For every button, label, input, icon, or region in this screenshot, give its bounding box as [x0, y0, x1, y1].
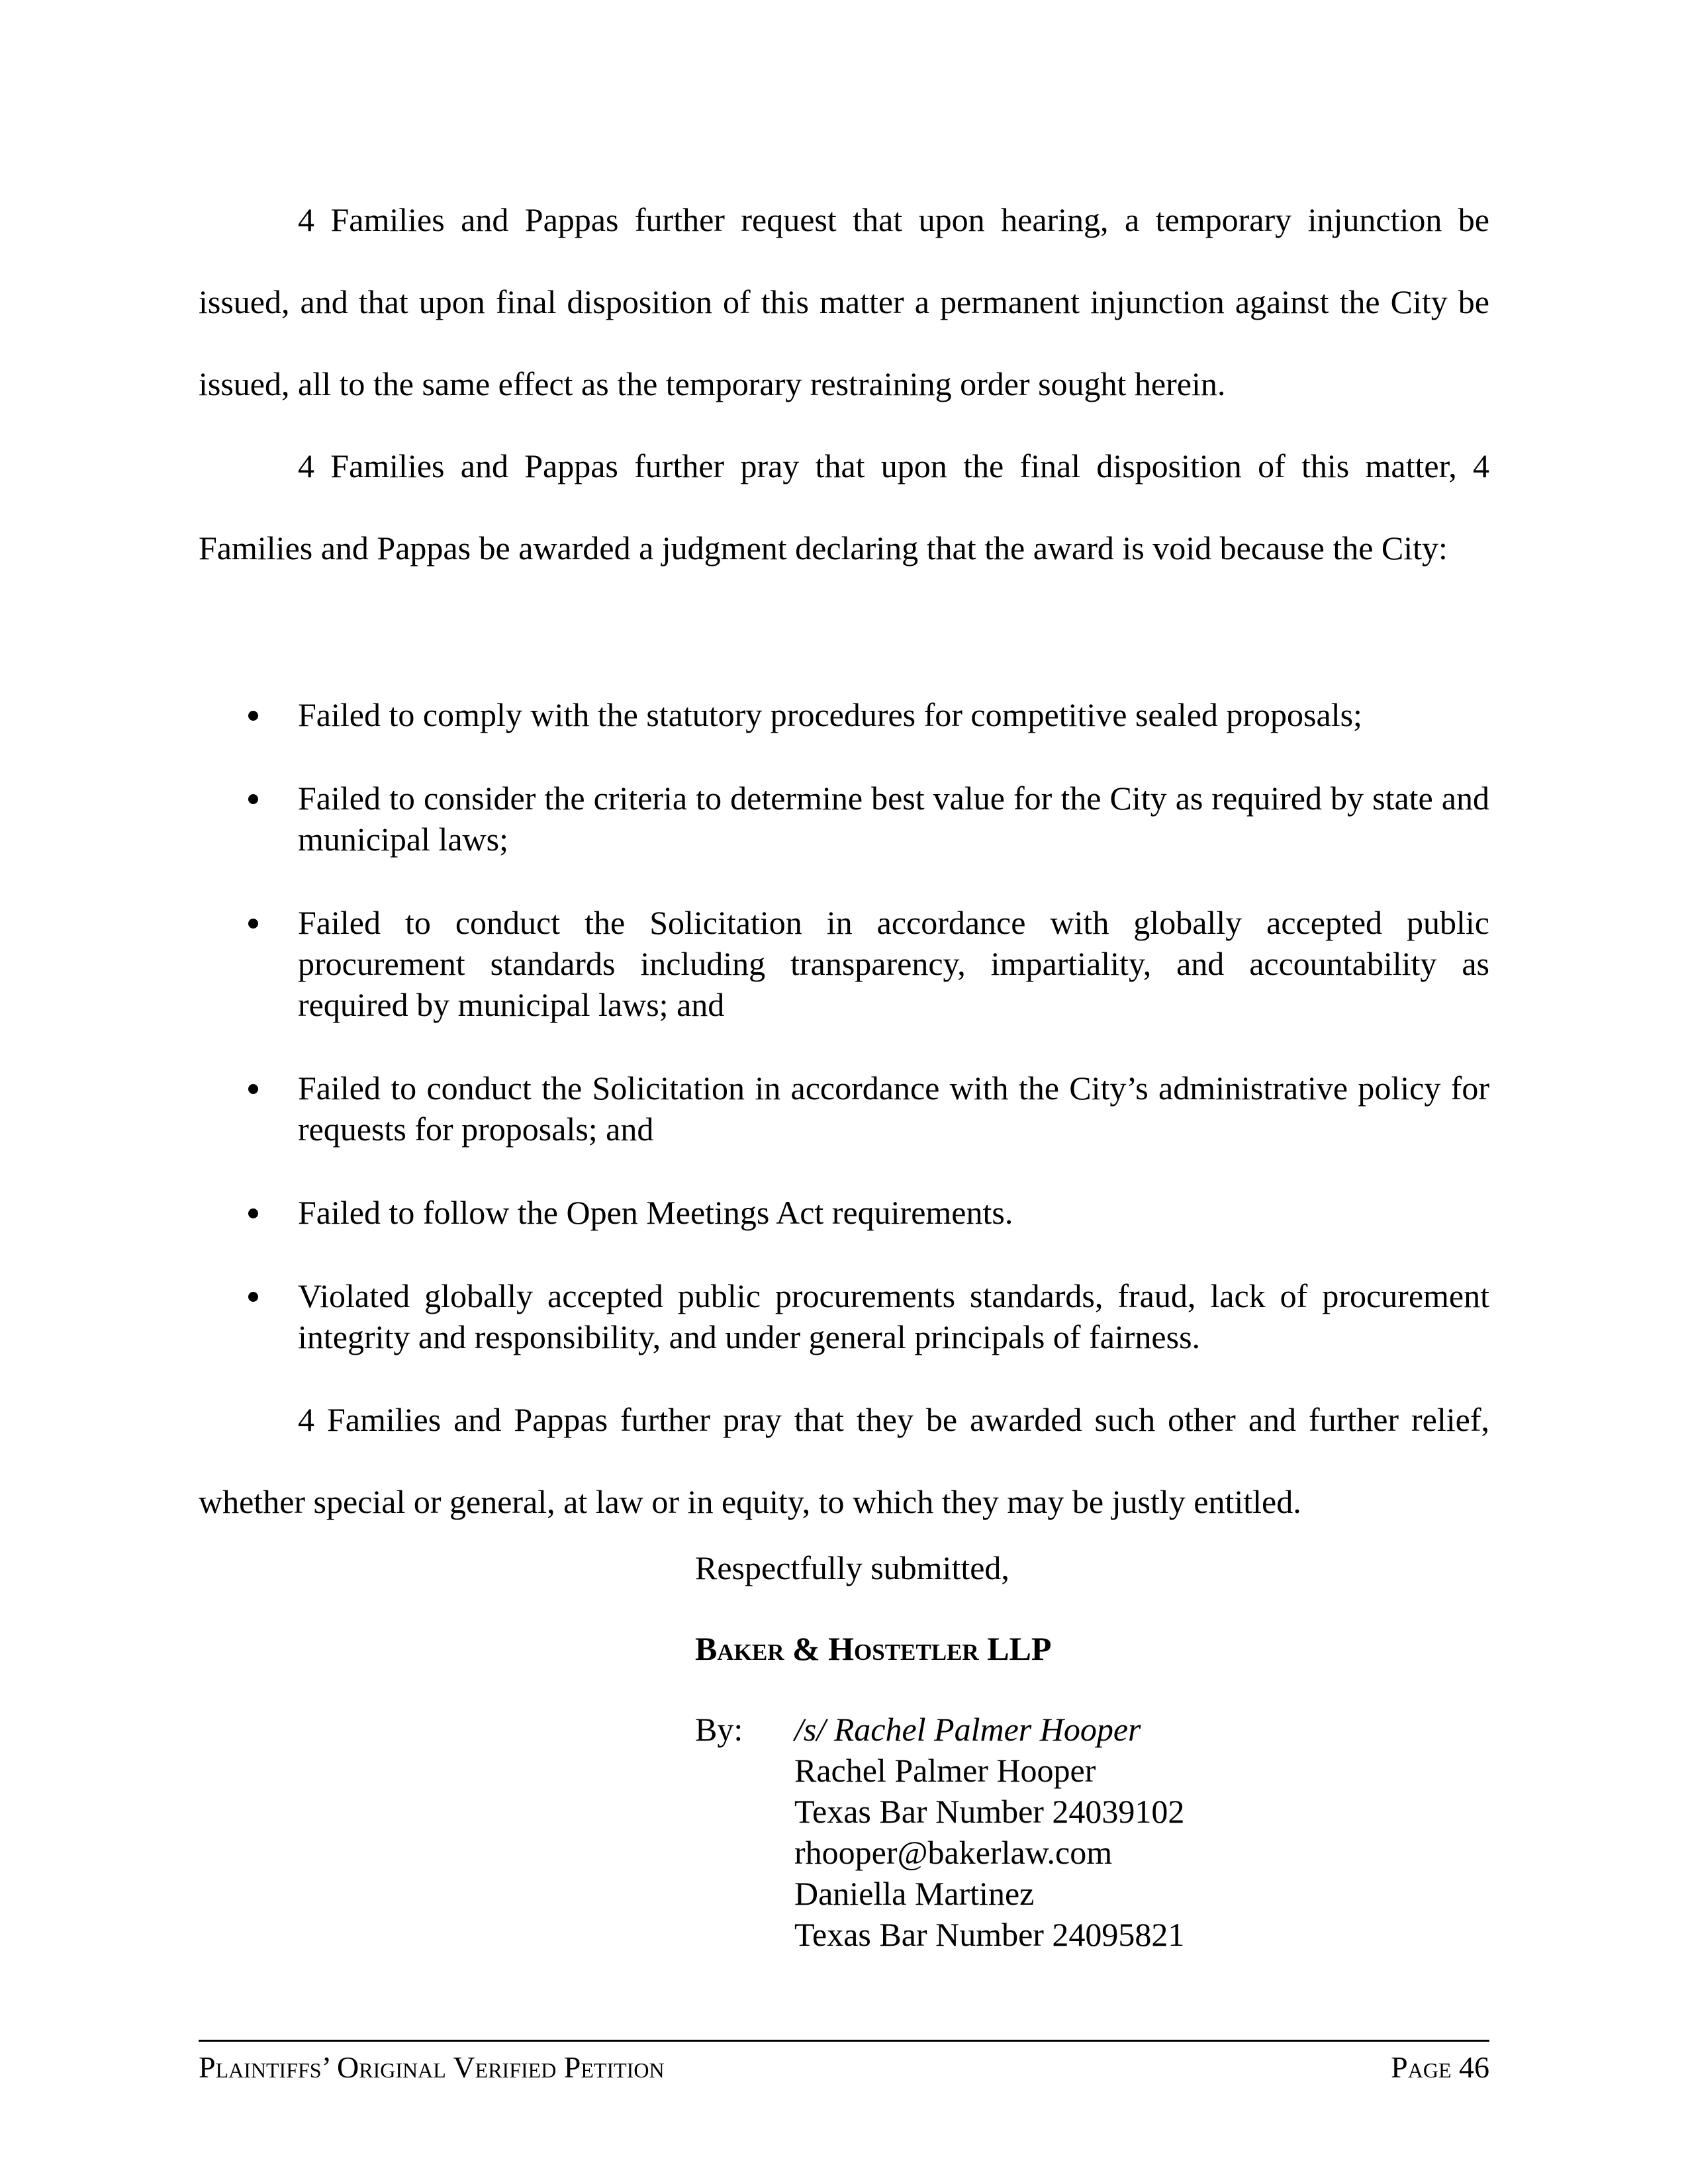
list-item-text: Violated globally accepted public procurements standards, fraud, lack of procurement integrity and responsibility, and under general principals of fairness.	[298, 1277, 1489, 1355]
page-number: Page 46	[1391, 2050, 1489, 2084]
bullet-icon	[248, 711, 258, 721]
attorney-name: Rachel Palmer Hooper	[794, 1752, 1096, 1789]
list-item-text: Failed to follow the Open Meetings Act requirements.	[298, 1194, 1013, 1231]
signature-block	[695, 1547, 1184, 1955]
document-title: Plaintiffs’ Original Verified Petition	[199, 2050, 665, 2084]
by-row	[695, 1709, 1184, 1955]
list-item	[199, 694, 1489, 735]
attorney-name: Daniella Martinez	[794, 1875, 1035, 1912]
body-relief	[199, 1379, 1489, 1543]
list-item	[199, 1275, 1489, 1357]
bullet-icon	[248, 1084, 258, 1094]
list-item	[199, 1068, 1489, 1150]
paragraph-judgment: 4 Families and Pappas further pray that upon the final disposition of this matter, 4 Families and Pappas be awarded a judgment declaring that the award is void because the City:	[199, 447, 1489, 567]
bullet-icon	[248, 794, 258, 804]
paragraph-injunction: 4 Families and Pappas further request that upon hearing, a temporary injunction be issued, and that upon final disposition of this matter a permanent injunction against the City be issued, all to the same effect as the temporary restraining order sought herein.	[199, 201, 1489, 402]
bullet-icon	[248, 919, 258, 929]
list-item	[199, 778, 1489, 860]
footer-divider	[199, 2040, 1489, 2042]
bar-number: Texas Bar Number 24039102	[794, 1793, 1185, 1830]
void-grounds-list	[199, 694, 1489, 1400]
bullet-icon	[248, 1292, 258, 1302]
attorney-email: rhooper@bakerlaw.com	[794, 1834, 1113, 1871]
closing: Respectfully submitted,	[695, 1549, 1009, 1586]
list-item-text: Failed to conduct the Solicitation in accordance with the City’s administrative policy for requests for proposals; and	[298, 1069, 1489, 1148]
bar-number: Texas Bar Number 24095821	[794, 1916, 1185, 1953]
electronic-signature: /s/ Rachel Palmer Hooper	[794, 1711, 1141, 1748]
list-item-text: Failed to conduct the Solicitation in accordance with globally accepted public procurement standards including transparency, impartiality, and accountability as required by municipal laws; and	[298, 904, 1489, 1023]
page-footer	[199, 2048, 1489, 2087]
by-label: By:	[695, 1711, 743, 1748]
paragraph-relief: 4 Families and Pappas further pray that they be awarded such other and further relief, whether special or general, at law or in equity, to which they may be justly entitled.	[199, 1401, 1489, 1520]
signer-details	[794, 1709, 1184, 1955]
list-item-text: Failed to comply with the statutory procedures for competitive sealed proposals;	[298, 696, 1362, 733]
list-item-text: Failed to consider the criteria to determine best value for the City as required by state and municipal laws;	[298, 780, 1489, 858]
bullet-icon	[248, 1208, 258, 1218]
list-item	[199, 1192, 1489, 1233]
firm-name: Baker & Hostetler LLP	[695, 1630, 1052, 1667]
body-top	[199, 179, 1489, 589]
list-item	[199, 902, 1489, 1025]
